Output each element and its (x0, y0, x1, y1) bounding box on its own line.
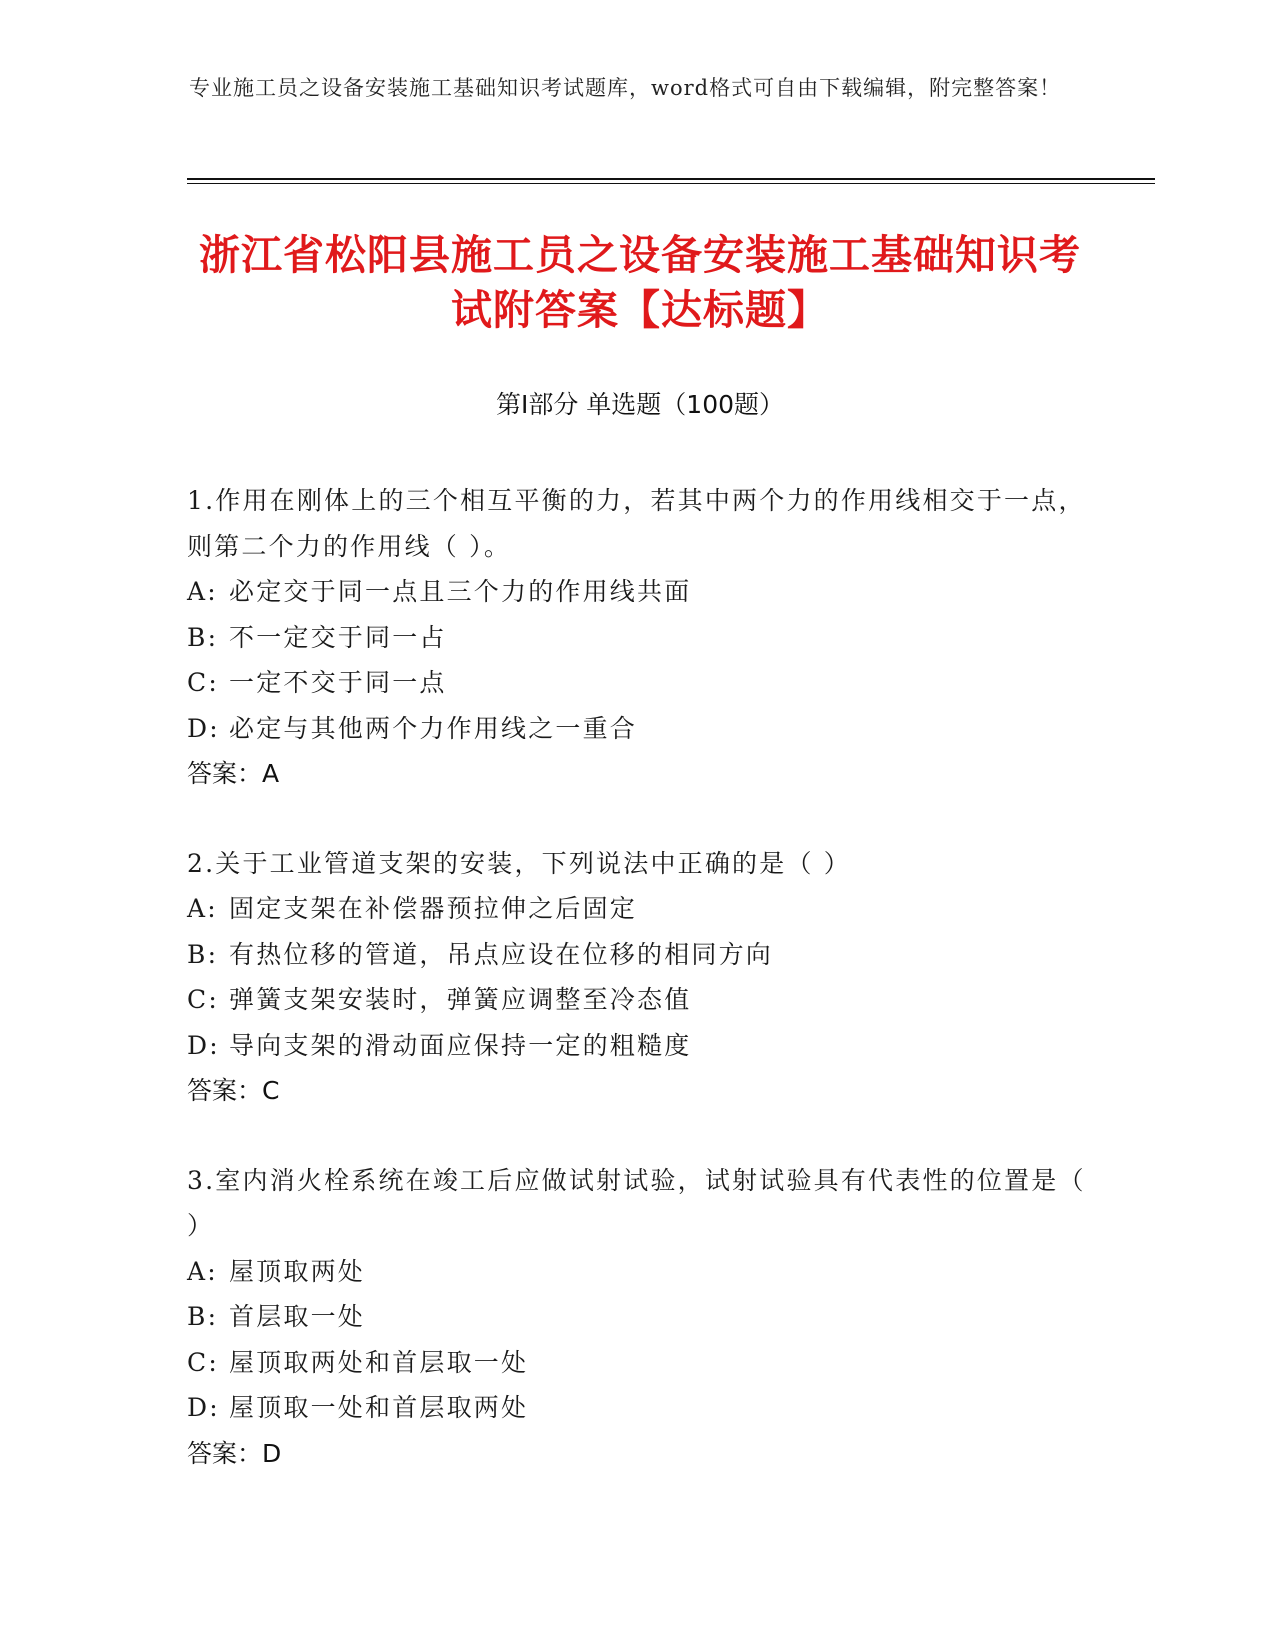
option-a (187, 569, 1087, 615)
option-text: 屋顶取两处和首层取一处 (229, 1347, 529, 1377)
option-c (187, 660, 1087, 706)
option-text: 首层取一处 (229, 1302, 366, 1331)
option-text: 必定与其他两个力作用线之一重合 (229, 713, 638, 743)
option-key: B: (187, 622, 219, 652)
option-key: A: (187, 894, 218, 923)
option-a (187, 1249, 1087, 1295)
option-text: 导向支架的滑动面应保持一定的粗糙度 (229, 1030, 692, 1060)
question-1 (187, 478, 1087, 797)
option-a (187, 886, 1087, 932)
option-key: D: (187, 713, 220, 743)
option-key: A: (187, 1256, 218, 1286)
question-stem: 3.室内消火栓系统在竣工后应做试射试验，试射试验具有代表性的位置是（ ） (187, 1165, 1086, 1240)
answer-line: 答案：D (187, 1438, 282, 1468)
option-d (187, 1023, 1087, 1069)
option-c (187, 1340, 1087, 1386)
option-c (187, 977, 1087, 1023)
header-rule-thick (187, 178, 1155, 180)
question-3 (187, 1158, 1087, 1477)
option-key: D: (187, 1030, 220, 1060)
option-key: B: (187, 939, 219, 969)
option-key: D: (187, 1393, 220, 1422)
question-stem: 1.作用在刚体上的三个相互平衡的力，若其中两个力的作用线相交于一点，则第二个力的作用线（ ）。 (187, 486, 1086, 561)
question-2 (187, 841, 1087, 1114)
option-text: 一定不交于同一点 (229, 668, 447, 697)
header-rule-thin (187, 183, 1155, 184)
option-d (187, 706, 1087, 752)
option-key: C: (187, 1347, 219, 1377)
option-text: 屋顶取一处和首层取两处 (229, 1393, 529, 1422)
question-stem: 2.关于工业管道支架的安装，下列说法中正确的是（ ） (187, 848, 852, 878)
option-text: 固定支架在补偿器预拉伸之后固定 (229, 894, 638, 923)
option-key: B: (187, 1302, 219, 1331)
option-key: C: (187, 985, 219, 1014)
option-b (187, 932, 1087, 978)
option-b (187, 615, 1087, 661)
option-text: 弹簧支架安装时，弹簧应调整至冷态值 (229, 985, 692, 1014)
option-b (187, 1294, 1087, 1340)
answer-line: 答案：C (187, 1076, 280, 1105)
answer-line: 答案：A (187, 759, 280, 788)
option-text: 屋顶取两处 (229, 1256, 366, 1286)
document-title: 浙江省松阳县施工员之设备安装施工基础知识考试附答案【达标题】 (199, 231, 1081, 334)
option-key: A: (187, 577, 218, 606)
option-text: 不一定交于同一占 (229, 622, 447, 652)
header-note: 专业施工员之设备安装施工基础知识考试题库，word格式可自由下载编辑，附完整答案！ (189, 76, 1062, 100)
option-d (187, 1385, 1087, 1431)
option-key: C: (187, 668, 219, 697)
section-title: 第Ⅰ部分 单选题（100题） (495, 390, 785, 419)
option-text: 有热位移的管道，吊点应设在位移的相同方向 (229, 939, 774, 969)
question-list (187, 478, 1087, 1520)
option-text: 必定交于同一点且三个力的作用线共面 (229, 577, 692, 606)
